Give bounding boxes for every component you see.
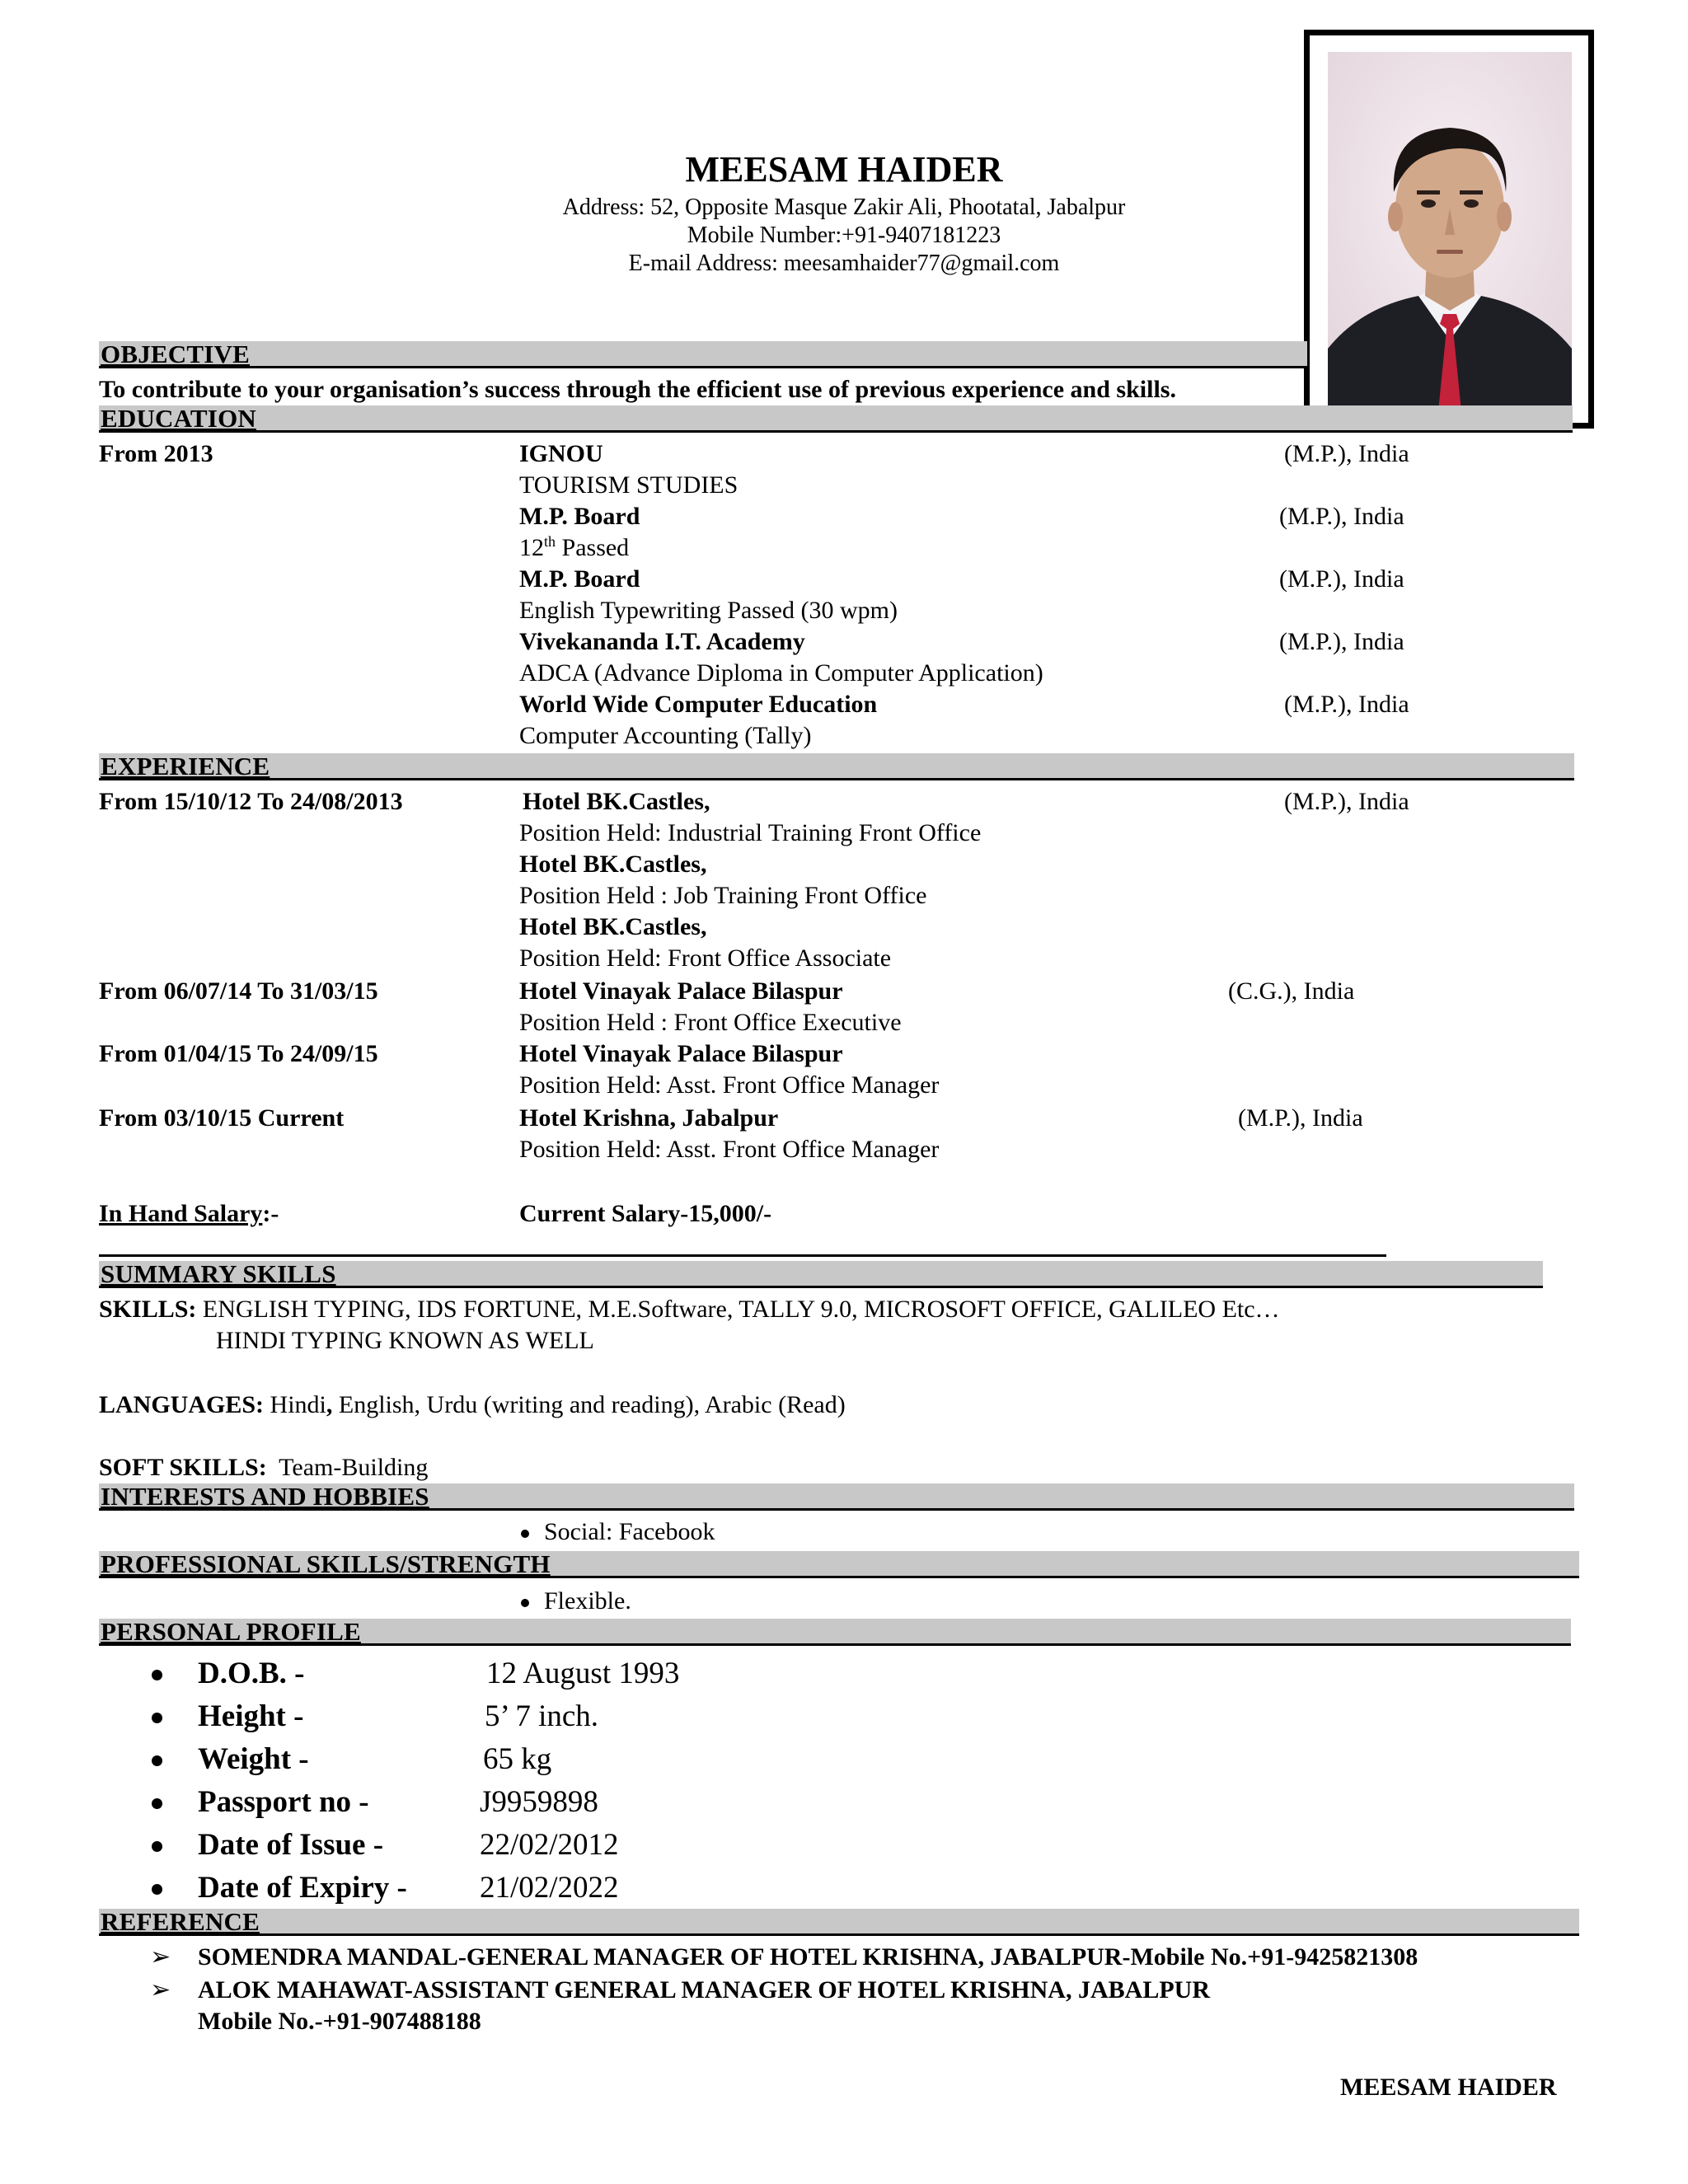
position-held: Position Held: Asst. Front Office Manager	[519, 1071, 940, 1099]
institution-name: IGNOU	[519, 440, 603, 467]
arrow-bullet-icon: ➢	[150, 1975, 171, 2004]
qualification: Computer Accounting (Tally)	[519, 722, 812, 749]
dob-label: D.O.B. -	[198, 1657, 305, 1690]
institution-name: Vivekananda I.T. Academy	[519, 628, 805, 655]
bullet-icon	[152, 1670, 162, 1680]
institution-location: (M.P.), India	[1284, 691, 1409, 718]
section-professional-skills	[99, 1551, 1579, 1578]
arrow-bullet-icon: ➢	[150, 1943, 171, 1971]
divider	[99, 1254, 1386, 1257]
qualification: 12th Passed	[519, 533, 630, 561]
issue-date-label: Date of Issue -	[198, 1828, 384, 1862]
languages-line: LANGUAGES: Hindi, English, Urdu (writing and reading), Arabic (Read)	[99, 1391, 846, 1418]
issue-date-value: 22/02/2012	[480, 1828, 619, 1862]
education-from: From 2013	[99, 440, 213, 467]
salary-label: In Hand Salary:-	[99, 1200, 279, 1227]
weight-label: Weight -	[198, 1742, 309, 1776]
institution-location: (M.P.), India	[1279, 503, 1404, 530]
dob-value: 12 August 1993	[486, 1657, 680, 1690]
expiry-date-value: 21/02/2022	[480, 1871, 619, 1905]
employer-location: (C.G.), India	[1228, 977, 1355, 1005]
section-education	[99, 405, 1573, 433]
section-heading: OBJECTIVE	[101, 340, 250, 368]
qualification: ADCA (Advance Diploma in Computer Application)	[519, 659, 1043, 687]
passport-label: Passport no -	[198, 1785, 369, 1819]
position-held: Position Held: Industrial Training Front Office	[519, 819, 982, 846]
section-heading: PROFESSIONAL SKILLS/STRENGTH	[101, 1549, 551, 1578]
section-heading: EXPERIENCE	[101, 752, 270, 780]
skills-line-2: HINDI TYPING KNOWN AS WELL	[216, 1327, 594, 1354]
employer-location: (M.P.), India	[1238, 1104, 1363, 1132]
employer: Hotel BK.Castles,	[523, 788, 710, 815]
footer-name: MEESAM HAIDER	[1340, 2074, 1557, 2101]
qualification: TOURISM STUDIES	[519, 471, 738, 499]
soft-skills-line: SOFT SKILLS: Team-Building	[99, 1454, 429, 1481]
reference-mobile: Mobile No.-+91-907488188	[198, 2008, 481, 2035]
employer: Hotel BK.Castles,	[519, 851, 707, 878]
bullet-icon	[521, 1530, 529, 1538]
bullet-icon	[152, 1755, 162, 1766]
section-objective	[99, 341, 1307, 368]
position-held: Position Held: Asst. Front Office Manager	[519, 1136, 940, 1163]
employer: Hotel Vinayak Palace Bilaspur	[519, 1040, 843, 1067]
qualification: English Typewriting Passed (30 wpm)	[519, 597, 898, 624]
expiry-date-label: Date of Expiry -	[198, 1871, 407, 1905]
bullet-icon	[152, 1841, 162, 1852]
interest-item: Social: Facebook	[544, 1518, 715, 1545]
section-interests	[99, 1483, 1574, 1511]
section-heading: SUMMARY SKILLS	[101, 1259, 336, 1288]
weight-value: 65 kg	[483, 1742, 552, 1776]
profile-photo	[1304, 30, 1594, 429]
section-heading: REFERENCE	[101, 1907, 260, 1936]
section-summary-skills	[99, 1261, 1543, 1288]
objective-text: To contribute to your organisation’s success through the efficient use of previous experience and skills.	[99, 376, 1176, 403]
salary-value: Current Salary-15,000/-	[519, 1200, 772, 1227]
employer: Hotel Krishna, Jabalpur	[519, 1104, 779, 1132]
experience-period: From 03/10/15 Current	[99, 1104, 345, 1132]
passport-value: J9959898	[480, 1785, 598, 1819]
candidate-name: MEESAM HAIDER	[685, 149, 1003, 190]
position-held: Position Held : Job Training Front Office	[519, 882, 927, 909]
mobile-line: Mobile Number:+91-9407181223	[687, 223, 1001, 248]
skills-line: SKILLS: ENGLISH TYPING, IDS FORTUNE, M.E.Software, TALLY 9.0, MICROSOFT OFFICE, GALILEO Etc…	[99, 1296, 1280, 1323]
reference-item: ALOK MAHAWAT-ASSISTANT GENERAL MANAGER OF HOTEL KRISHNA, JABALPUR	[198, 1976, 1210, 2004]
institution-location: (M.P.), India	[1279, 565, 1404, 593]
bullet-icon	[152, 1798, 162, 1809]
employer: Hotel BK.Castles,	[519, 913, 707, 940]
institution-location: (M.P.), India	[1279, 628, 1404, 655]
email-line: E-mail Address: meesamhaider77@gmail.com	[628, 251, 1060, 276]
height-value: 5’ 7 inch.	[485, 1699, 599, 1733]
experience-period: From 15/10/12 To 24/08/2013	[99, 788, 403, 815]
bullet-icon	[521, 1599, 529, 1607]
institution-location: (M.P.), India	[1284, 440, 1409, 467]
position-held: Position Held: Front Office Associate	[519, 944, 892, 972]
section-experience	[99, 753, 1574, 780]
position-held: Position Held : Front Office Executive	[519, 1009, 902, 1036]
height-label: Height -	[198, 1699, 304, 1733]
institution-name: M.P. Board	[519, 503, 640, 530]
bullet-icon	[152, 1713, 162, 1723]
institution-name: World Wide Computer Education	[519, 691, 878, 718]
section-heading: EDUCATION	[101, 404, 256, 433]
section-heading: PERSONAL PROFILE	[101, 1617, 361, 1646]
address-line: Address: 52, Opposite Masque Zakir Ali, Phootatal, Jabalpur	[562, 194, 1126, 220]
employer: Hotel Vinayak Palace Bilaspur	[519, 977, 843, 1005]
section-heading: INTERESTS AND HOBBIES	[101, 1482, 429, 1511]
reference-item: SOMENDRA MANDAL-GENERAL MANAGER OF HOTEL KRISHNA, JABALPUR-Mobile No.+91-9425821308	[198, 1943, 1418, 1971]
experience-period: From 06/07/14 To 31/03/15	[99, 977, 378, 1005]
section-personal-profile	[99, 1619, 1571, 1646]
employer-location: (M.P.), India	[1284, 788, 1409, 815]
bullet-icon	[152, 1884, 162, 1895]
portrait-image	[1328, 52, 1572, 411]
institution-name: M.P. Board	[519, 565, 640, 593]
experience-period: From 01/04/15 To 24/09/15	[99, 1040, 378, 1067]
section-reference	[99, 1909, 1579, 1936]
strength-item: Flexible.	[544, 1587, 631, 1615]
